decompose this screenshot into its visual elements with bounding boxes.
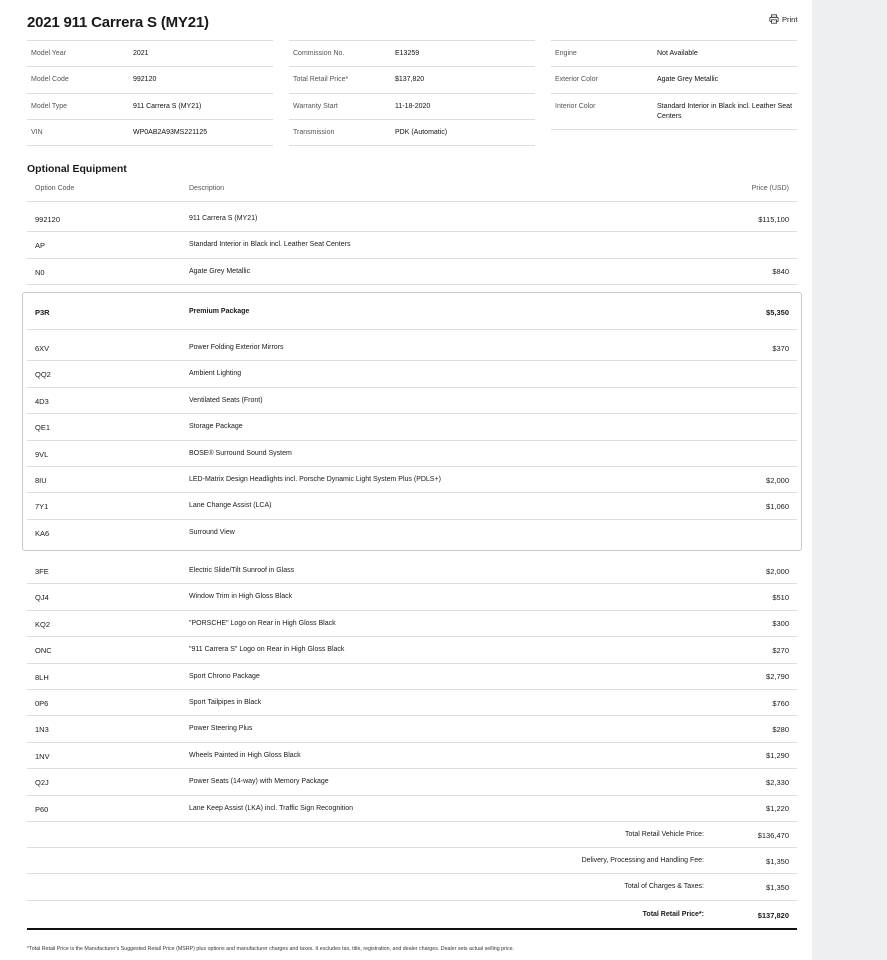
print-button[interactable] xyxy=(769,14,797,24)
total-value: $1,350 xyxy=(766,856,789,866)
option-code: AP xyxy=(35,241,46,251)
option-price: $2,330 xyxy=(766,777,789,787)
table-row xyxy=(27,259,797,285)
msrp-footnote: *Total Retail Price is the Manufacturer's Suggested Retail Price (MSRP) plus options and manufacturer charges and taxes. It excludes tax, title, registration, and dealer charges. Dealer sets actual selling price. xyxy=(27,946,515,952)
option-code: P60 xyxy=(35,804,49,814)
spec-label: Exterior Color xyxy=(555,76,598,84)
spec-row xyxy=(551,40,797,66)
equipment-table-header xyxy=(27,176,797,202)
column-header-description: Description xyxy=(189,185,225,192)
spec-value: 11-18-2020 xyxy=(395,102,431,110)
spec-value: Agate Grey Metallic xyxy=(657,76,719,84)
vehicle-spec-grid xyxy=(0,40,812,147)
spec-column-3 xyxy=(551,40,797,130)
option-code: 4D3 xyxy=(35,396,49,406)
option-description: Agate Grey Metallic xyxy=(189,267,251,275)
option-price: $840 xyxy=(772,267,789,277)
print-label: Print xyxy=(782,14,798,24)
table-row xyxy=(27,664,797,690)
option-description: Electric Slide/Tilt Sunroof in Glass xyxy=(189,567,295,574)
option-description: BOSE® Surround Sound System xyxy=(189,449,292,457)
spec-value: 2021 xyxy=(133,50,149,57)
total-label: Total Retail Vehicle Price: xyxy=(625,831,704,838)
table-row xyxy=(27,206,797,232)
grand-total-value: $137,820 xyxy=(757,910,789,920)
total-row xyxy=(27,822,797,848)
spec-column-2 xyxy=(289,40,535,146)
option-code: N0 xyxy=(35,267,45,277)
spec-row xyxy=(27,119,273,145)
option-code: 0P6 xyxy=(35,699,49,708)
table-row xyxy=(27,414,797,440)
table-row xyxy=(27,637,797,663)
page-title: 2021 911 Carrera S (MY21) xyxy=(27,14,209,31)
table-row xyxy=(27,584,797,610)
option-description: Ventilated Seats (Front) xyxy=(189,396,263,404)
spec-label: Model Code xyxy=(31,76,69,84)
option-description: 911 Carrera S (MY21) xyxy=(189,215,258,222)
spec-label: Commission No. xyxy=(293,50,345,57)
spec-row xyxy=(551,93,797,130)
table-row xyxy=(27,796,797,822)
spec-value: $137,820 xyxy=(395,76,425,84)
spec-row xyxy=(289,119,535,145)
spec-label: VIN xyxy=(31,129,43,137)
spec-label: Engine xyxy=(555,50,577,57)
package-header-row xyxy=(27,297,797,330)
column-header-price: Price (USD) xyxy=(751,185,789,192)
spec-value: WP0AB2A93MS221125 xyxy=(133,129,208,137)
option-price: $1,060 xyxy=(766,501,789,511)
option-price: $300 xyxy=(772,619,789,629)
grand-total-row xyxy=(27,901,797,930)
option-description: Power Seats (14-way) with Memory Package xyxy=(189,778,329,786)
spec-label: Warranty Start xyxy=(293,102,338,110)
option-description: "PORSCHE" Logo on Rear in High Gloss Black xyxy=(189,619,336,627)
table-row xyxy=(27,232,797,258)
spec-label: Transmission xyxy=(293,129,335,137)
option-code: 7Y1 xyxy=(35,502,49,512)
spec-value: Not Available xyxy=(657,50,698,57)
option-description: Surround View xyxy=(189,528,235,536)
table-row xyxy=(27,467,797,493)
side-gutter xyxy=(812,0,887,960)
option-description: Lane Keep Assist (LKA) incl. Traffic Sign Recognition xyxy=(189,804,354,812)
option-code: 992120 xyxy=(35,215,61,224)
option-code: QQ2 xyxy=(35,370,51,380)
option-price: $2,790 xyxy=(766,672,789,682)
table-row xyxy=(27,493,797,519)
option-code: 6XV xyxy=(35,344,50,353)
spec-label: Model Year xyxy=(31,50,67,57)
premium-package-group xyxy=(22,292,802,551)
option-code: 8LH xyxy=(35,672,49,682)
spec-row xyxy=(289,40,535,66)
option-price: $1,220 xyxy=(766,804,789,814)
option-code: KA6 xyxy=(35,528,50,538)
option-description: Storage Package xyxy=(189,423,243,431)
table-row xyxy=(27,520,797,546)
table-row xyxy=(27,716,797,742)
option-price: $5,350 xyxy=(766,307,789,317)
grand-total-label: Total Retail Price*: xyxy=(642,910,704,918)
spec-label: Model Type xyxy=(31,102,68,110)
option-code: QE1 xyxy=(35,423,51,433)
total-value: $1,350 xyxy=(766,882,789,892)
option-code: Q2J xyxy=(35,778,49,788)
option-price: $2,000 xyxy=(766,566,789,576)
option-code: KQ2 xyxy=(35,619,51,629)
spec-value: PDK (Automatic) xyxy=(395,129,448,137)
spec-value: E13259 xyxy=(395,50,420,57)
spec-value: 911 Carrera S (MY21) xyxy=(133,102,202,110)
option-price: $510 xyxy=(772,592,789,602)
option-price: $760 xyxy=(772,698,789,708)
spec-value: 992120 xyxy=(133,76,157,84)
spec-value: Standard Interior in Black incl. Leather Seat Centers xyxy=(657,102,793,121)
option-description: LED-Matrix Design Headlights incl. Porsche Dynamic Light System Plus (PDLS+) xyxy=(189,476,441,483)
option-code: 1N3 xyxy=(35,725,49,735)
option-price: $115,100 xyxy=(758,214,789,224)
option-description: Premium Package xyxy=(189,308,250,315)
table-row xyxy=(27,335,797,361)
option-code: 8IU xyxy=(35,476,47,485)
column-header-code: Option Code xyxy=(35,185,75,192)
option-code: QJ4 xyxy=(35,593,49,603)
table-row xyxy=(27,388,797,414)
option-description: Power Steering Plus xyxy=(189,725,253,733)
option-code: 3FE xyxy=(35,567,49,576)
spec-row xyxy=(551,66,797,92)
spec-row xyxy=(289,66,535,92)
option-code: ONC xyxy=(35,646,52,656)
option-price: $280 xyxy=(772,724,789,734)
option-description: Ambient Lighting xyxy=(189,370,242,378)
total-row xyxy=(27,874,797,900)
spec-label: Total Retail Price* xyxy=(293,76,349,84)
option-description: Standard Interior in Black incl. Leather Seat Centers xyxy=(189,241,351,249)
spec-row xyxy=(27,93,273,119)
option-code: 9VL xyxy=(35,449,49,459)
option-code: 1NV xyxy=(35,751,50,761)
table-row xyxy=(27,441,797,467)
spec-row xyxy=(27,66,273,92)
spec-label: Interior Color xyxy=(555,102,596,110)
option-price: $1,290 xyxy=(766,751,789,761)
section-title-optional-equipment: Optional Equipment xyxy=(27,163,127,175)
option-description: Sport Tailpipes in Black xyxy=(189,699,262,706)
option-description: "911 Carrera S" Logo on Rear in High Gloss Black xyxy=(189,646,345,654)
option-description: Window Trim in High Gloss Black xyxy=(189,593,293,601)
option-description: Wheels Painted in High Gloss Black xyxy=(189,751,301,759)
option-description: Power Folding Exterior Mirrors xyxy=(189,344,284,351)
printer-icon xyxy=(769,14,779,24)
spec-column-1 xyxy=(27,40,273,146)
option-description: Sport Chrono Package xyxy=(189,672,260,680)
total-row xyxy=(27,848,797,874)
option-description: Lane Change Assist (LCA) xyxy=(189,502,272,510)
total-label: Delivery, Processing and Handling Fee: xyxy=(581,857,704,865)
table-row xyxy=(27,558,797,584)
option-price: $2,000 xyxy=(766,475,789,485)
spec-row xyxy=(27,40,273,66)
table-row xyxy=(27,611,797,637)
spec-row xyxy=(289,93,535,119)
table-row xyxy=(27,690,797,716)
total-value: $136,470 xyxy=(757,830,789,840)
option-price: $270 xyxy=(772,645,789,655)
option-price: $370 xyxy=(772,343,789,353)
option-code: P3R xyxy=(35,308,50,317)
table-row xyxy=(27,743,797,769)
table-row xyxy=(27,361,797,387)
table-row xyxy=(27,769,797,795)
total-label: Total of Charges & Taxes: xyxy=(624,883,704,891)
